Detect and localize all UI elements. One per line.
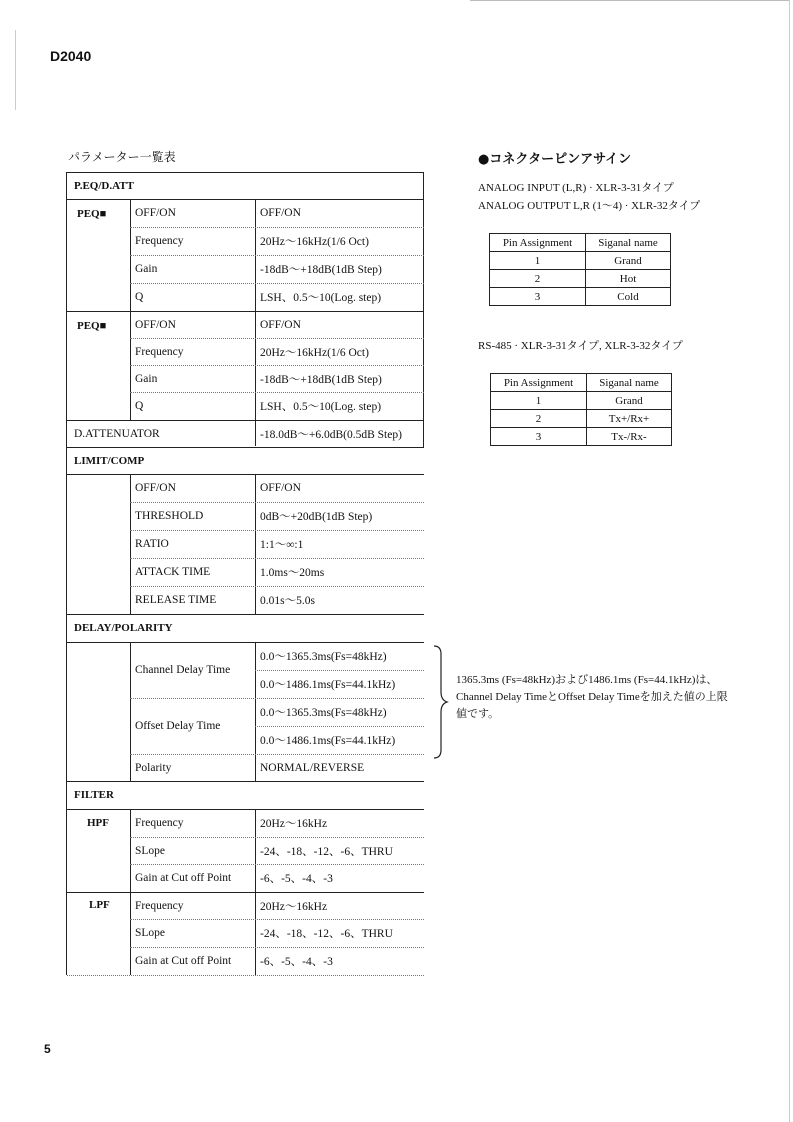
signal-name: Hot [586,270,671,288]
param-value: 0.0～1486.1ms(Fs=44.1kHz) [260,735,396,747]
offset-delay-value [67,726,424,754]
param-value: LSH、0.5～10(Log. step) [260,401,382,413]
analog-output-line: ANALOG OUTPUT L,R (1～4) · XLR-32タイプ [478,200,701,212]
param-value: -6、-5、-4、-3 [260,873,333,885]
param-name: SLope [135,844,166,857]
param-name: OFF/ON [135,482,176,494]
signal-name: Tx+/Rx+ [587,410,672,428]
channel-delay-value [67,670,424,698]
param-name: Frequency [135,817,184,829]
param-name: Gain [135,263,158,275]
channel-delay-value [67,642,424,670]
delay-note [456,672,756,723]
col-header: Siganal name [586,234,671,252]
table-header-row [491,374,672,392]
pin-number: 3 [491,428,587,446]
table-row [490,288,671,306]
param-name: Gain at Cut off Point [135,955,232,967]
lpf-row [67,892,424,919]
section-limit-comp [67,447,424,474]
param-value: 20Hz～16kHz(1/6 Oct) [260,236,369,248]
param-value: 0.0～1486.1ms(Fs=44.1kHz) [260,679,396,691]
lpf-label: LPF [89,899,110,911]
param-value: LSH、0.5～10(Log. step) [260,292,382,304]
peq2-row [67,311,424,338]
param-name: Gain [135,372,158,385]
param-name: ATTACK TIME [135,566,211,578]
section-label: LIMIT/COMP [74,454,145,467]
limit-row [67,474,424,502]
peq1-row [67,227,424,255]
pin-number: 2 [490,270,586,288]
peq2-row [67,392,424,420]
table-row [491,392,672,410]
peq2-row [67,338,424,365]
param-name: Q [135,291,144,303]
param-name: THRESHOLD [135,510,204,522]
param-value: -24、-18、-12、-6、THRU [260,845,393,858]
param-value: OFF/ON [260,318,301,331]
pin-number: 2 [491,410,587,428]
peq1-row [67,283,424,311]
note-line: 値です。 [456,708,500,720]
signal-name: Cold [586,288,671,306]
param-value: -24、-18、-12、-6、THRU [260,928,393,940]
param-name: Frequency [135,235,184,247]
param-value: NORMAL/REVERSE [260,761,365,774]
param-name: D.ATTENUATOR [74,427,160,440]
page-edge-right [789,0,790,1122]
section-peq-att [67,172,424,199]
hpf-row [67,809,424,837]
limit-row [67,586,424,614]
table-row [490,252,671,270]
param-name: Channel Delay Time [135,664,231,676]
table-row [491,428,672,446]
section-label: P.EQ/D.ATT [74,179,134,192]
param-value: -18dB～+18dB(1dB Step) [260,373,382,386]
page-edge-left [15,30,16,110]
hpf-row [67,864,424,892]
parameter-table [66,172,423,975]
datt-row [67,420,424,447]
table-row [490,270,671,288]
param-name: Frequency [135,345,184,358]
param-name: Polarity [135,761,172,774]
param-value: 20Hz～16kHz(1/6 Oct) [260,346,369,359]
note-line: 1365.3ms (Fs=48kHz)および1486.1ms (Fs=44.1kHz)は、 [456,674,718,686]
param-name: Q [135,400,144,412]
lpf-row [67,919,424,947]
limit-row [67,530,424,558]
param-value: 1:1～∞:1 [260,539,304,551]
param-value: 0.0～1365.3ms(Fs=48kHz) [260,707,387,719]
signal-name: Grand [586,252,671,270]
pin-number: 1 [491,392,587,410]
peq2-row [67,365,424,392]
signal-name: Tx-/Rx- [587,428,672,446]
connector-pin-title: ●コネクターピンアサイン [478,152,632,167]
peq2-label: PEQ■ [77,320,107,332]
table-header-row [490,234,671,252]
param-value: 20Hz～16kHz [260,900,328,913]
param-name: Offset Delay Time [135,720,221,732]
peq1-label: PEQ■ [77,208,107,220]
param-value: 0.0～1365.3ms(Fs=48kHz) [260,651,387,663]
pin-number: 3 [490,288,586,306]
polarity-row [67,754,424,781]
limit-row [67,558,424,586]
param-name: OFF/ON [135,207,176,219]
col-header: Siganal name [587,374,672,392]
divider [67,975,424,976]
col-header: Pin Assignment [490,234,586,252]
param-value: -18dB～+18dB(1dB Step) [260,264,382,276]
model-name: D2040 [50,48,92,64]
signal-name: Grand [587,392,672,410]
curly-brace-icon [432,644,450,760]
param-value: 20Hz～16kHz [260,818,328,830]
param-name: Frequency [135,899,184,912]
param-value: 1.0ms～20ms [260,567,325,579]
section-filter [67,781,424,809]
param-name: SLope [135,927,166,939]
pin-table-rs485 [490,373,672,446]
param-name: Gain at Cut off Point [135,872,232,884]
param-value: OFF/ON [260,482,301,494]
param-name: RELEASE TIME [135,594,217,606]
pin-table-analog [489,233,671,306]
param-name: OFF/ON [135,318,176,331]
hpf-row [67,837,424,864]
section-delay-polarity [67,614,424,642]
note-line: Channel Delay TimeとOffset Delay Timeを加えた値の上限 [456,691,728,703]
param-value: OFF/ON [260,207,301,219]
pin-number: 1 [490,252,586,270]
peq1-row [67,255,424,283]
peq1-row [67,199,424,227]
col-header: Pin Assignment [491,374,587,392]
lpf-row [67,947,424,975]
offset-delay-value [67,698,424,726]
param-value: 0.01s～5.0s [260,595,315,607]
section-label: DELAY/POLARITY [74,622,173,634]
param-value: 0dB～+20dB(1dB Step) [260,511,373,523]
section-label: FILTER [74,789,114,801]
page-number: 5 [44,1042,51,1056]
parameter-list-title: パラメーター一覧表 [68,150,176,164]
param-value: -18.0dB～+6.0dB(0.5dB Step) [260,428,402,441]
limit-row [67,502,424,530]
param-value: -6、-5、-4、-3 [260,956,333,968]
top-rule [470,0,790,1]
table-row [491,410,672,428]
hpf-label: HPF [87,817,109,829]
rs485-line: RS-485 · XLR-3-31タイプ, XLR-3-32タイプ [478,340,683,352]
analog-input-line: ANALOG INPUT (L,R) · XLR-3-31タイプ [478,182,674,194]
param-name: RATIO [135,538,169,550]
